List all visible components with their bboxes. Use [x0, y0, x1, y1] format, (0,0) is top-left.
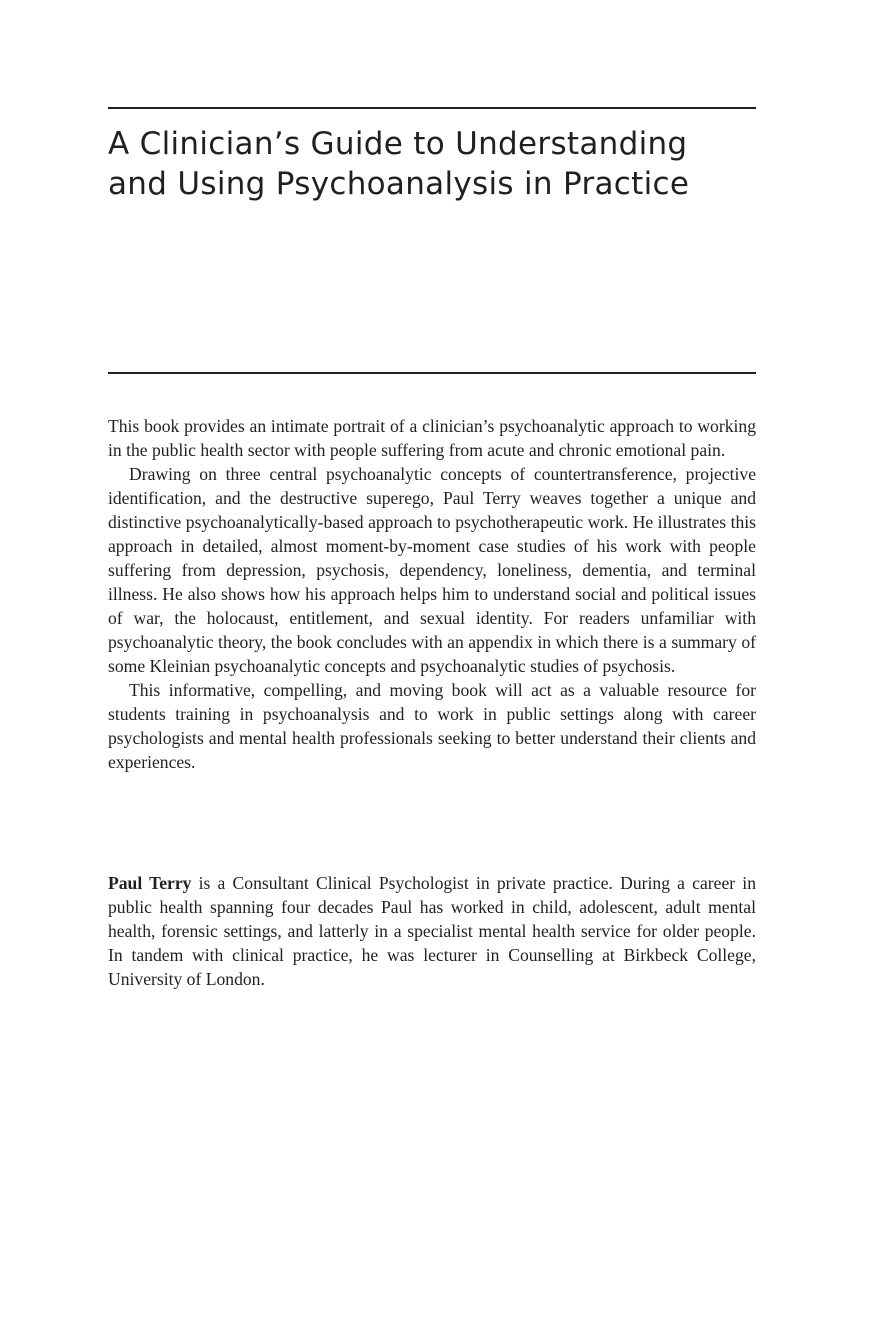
- book-description: [108, 414, 756, 774]
- description-paragraph-3: This informative, compelling, and moving book will act as a valuable resource for students training in psychoanalysis and to work in public settings along with career psychologists and mental health professionals seeking to better understand their clients and experiences.: [108, 680, 756, 772]
- top-rule: [108, 107, 756, 109]
- book-title-line-2: and Using Psychoanalysis in Practice: [108, 166, 690, 202]
- book-title: [108, 124, 756, 204]
- book-title-line-1: A Clinician’s Guide to Understanding: [108, 126, 688, 162]
- description-paragraph-1: This book provides an intimate portrait of a clinician’s psychoanalytic approach to working in the public health sector with people suffering from acute and chronic emotional pain.: [108, 416, 756, 460]
- bottom-rule: [108, 372, 756, 374]
- author-bio: [108, 871, 756, 991]
- author-bio-text: is a Consultant Clinical Psychologist in private practice. During a career in public health spanning four decades Paul has worked in child, adolescent, adult mental health, forensic settings, and latterly in a specialist mental health service for older people. In tandem with clinical practice, he was lecturer in Counselling at Birkbeck College, University of London.: [108, 873, 756, 989]
- author-name: Paul Terry: [108, 873, 192, 893]
- description-paragraph-2: Drawing on three central psychoanalytic concepts of countertransference, projective identification, and the destructive superego, Paul Terry weaves together a unique and distinctive psychoanalytically-based approach to psychotherapeutic work. He illustrates this approach in detailed, almost moment-by-moment case studies of his work with people suffering from depression, psychosis, dependency, loneliness, dementia, and terminal illness. He also shows how his approach helps him to understand social and political issues of war, the holocaust, entitlement, and sexual identity. For readers unfamiliar with psychoanalytic theory, the book concludes with an appendix in which there is a summary of some Kleinian psychoanalytic concepts and psychoanalytic studies of psychosis.: [108, 464, 756, 676]
